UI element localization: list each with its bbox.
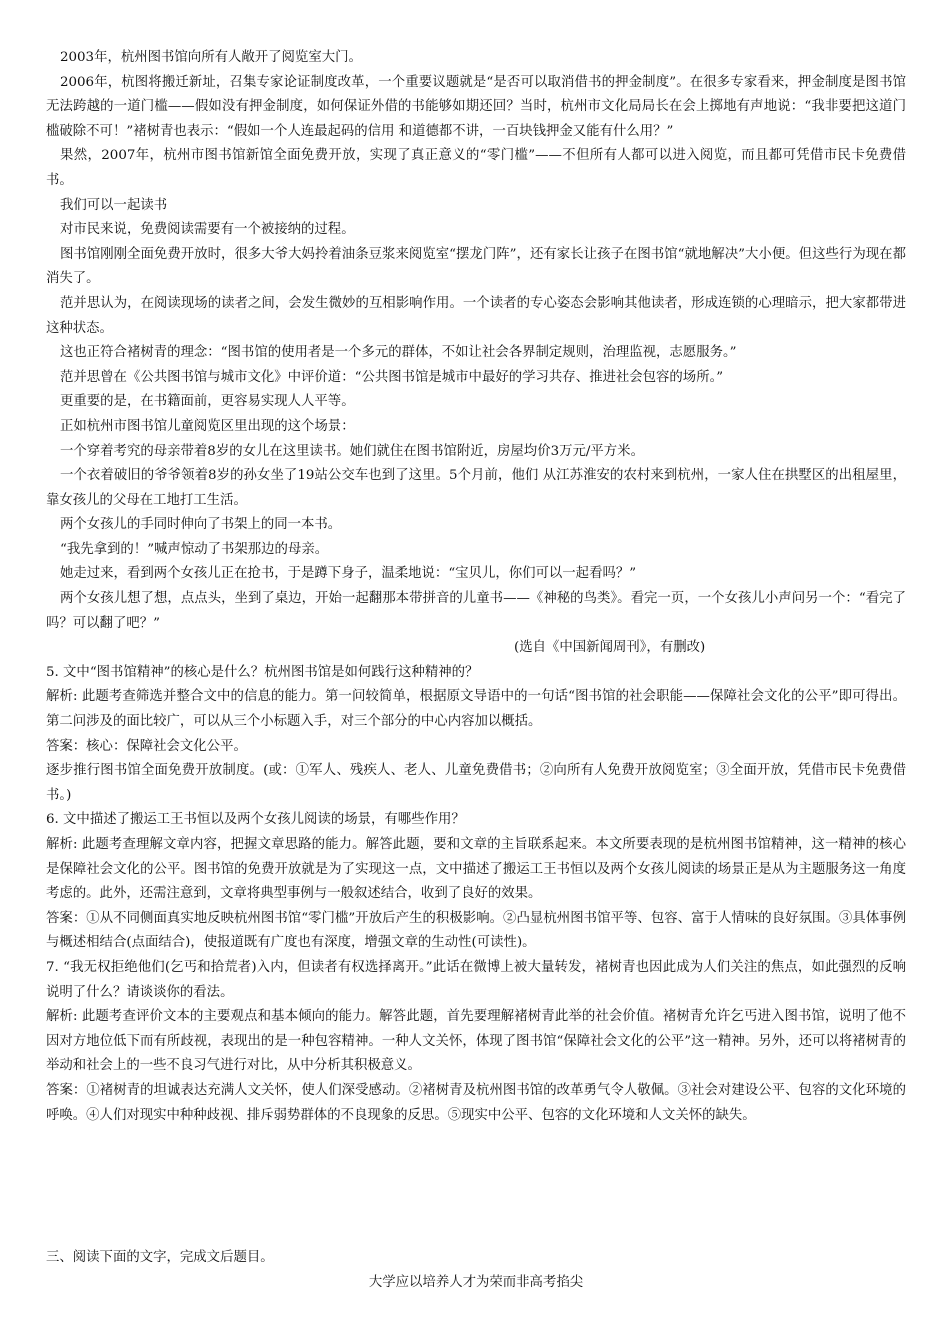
question-text: 5. 文中“图书馆精神”的核心是什么？杭州图书馆是如何践行这种精神的？	[46, 664, 479, 680]
article-subheading: 我们可以一起读书	[60, 197, 168, 213]
article-paragraph: 一个衣着破旧的爷爷领着8岁的孙女坐了19站公交车也到了这里。5个月前，他们 从江苏淮安的农村来到杭州，一家人住在拱墅区的出租屋里，靠女孩儿的父母在工地打工生活。	[46, 468, 906, 508]
question-analysis: 解析: 此题考查理解文章内容，把握文章思路的能力。解答此题，要和文章的主旨联系起来。本文所要表现的是杭州图书馆精神，这一精神的核心是保障社会文化的公平。图书馆的免费开放就是为了实现这一点，文中描述了搬运工王书恒以及两个女孩儿阅读的场景正是从为主题服务这一角度考虑的。此外，还需注意到，文章将典型事例与一般叙述结合，收到了良好的效果。	[46, 837, 906, 902]
section-three	[46, 1246, 906, 1295]
question-text: 6. 文中描述了搬运工王书恒以及两个女孩儿阅读的场景，有哪些作用？	[46, 812, 465, 828]
article-paragraph: “我先拿到的！”喊声惊动了书架那边的母亲。	[60, 541, 329, 557]
article	[46, 46, 906, 661]
question-analysis: 解析: 此题考查评价文本的主要观点和基本倾向的能力。解答此题，首先要理解褚树青此举的社会价值。褚树青允许乞丐进入图书馆，说明了他不因对方地位低下而有所歧视，表现出的是一种包容精神。一种人文关怀，体现了图书馆“保障社会文化的公平”这一精神。另外，还可以将褚树青的举动和社会上的一些不良习气进行对比，从中分析其积极意义。	[46, 1009, 906, 1074]
article-paragraph: 图书馆刚刚全面免费开放时，很多大爷大妈拎着油条豆浆来阅览室“摆龙门阵”，还有家长让孩子在图书馆“就地解决”大小便。但这些行为现在都消失了。	[46, 246, 906, 287]
article-paragraph: 2006年，杭图将搬迁新址，召集专家论证制度改革，一个重要议题就是“是否可以取消借书的押金制度”。在很多专家看来，押金制度是图书馆无法跨越的一道门槛——假如没有押金制度，如何保证外借的书能够如期还回？当时，杭州市文化局局长在会上掷地有声地说：“我非要把这道门槛破除不可！”褚树青也表示：“假如一个人连最起码的信用 和道德都不讲，一百块钱押金又能有什么用？”	[46, 74, 906, 139]
question-block	[46, 956, 906, 1128]
section-heading: 三、阅读下面的文字，完成文后题目。	[46, 1250, 274, 1266]
article-paragraph: 对市民来说，免费阅读需要有一个被接纳的过程。	[60, 222, 355, 238]
article-paragraph: 2003年，杭州图书馆向所有人敞开了阅览室大门。	[60, 50, 362, 65]
article-paragraph: 她走过来，看到两个女孩儿正在抢书，于是蹲下身子，温柔地说：“宝贝儿，你们可以一起看吗？”	[60, 566, 637, 582]
question-answer: 答案：①从不同侧面真实地反映杭州图书馆“零门槛”开放后产生的积极影响。②凸显杭州图书馆平等、包容、富于人情味的良好氛围。③具体事例与概述相结合(点面结合)，使报道既有广度也有深度，增强文章的生动性(可读性)。	[46, 910, 906, 951]
question-answer: 答案：核心：保障社会文化公平。	[46, 738, 247, 754]
question-block	[46, 808, 906, 956]
article-paragraph: 这也正符合褚树青的理念：“图书馆的使用者是一个多元的群体，不如让社会各界制定规则，治理监视，志愿服务。”	[60, 345, 737, 361]
question-analysis: 解析: 此题考查筛选并整合文中的信息的能力。第一问较简单，根据原文导语中的一句话“图书馆的社会职能——保障社会文化的公平”即可得出。第二问涉及的面比较广，可以从三个小标题入手，对三个部分的中心内容加以概括。	[46, 689, 906, 730]
article-paragraph: 一个穿着考究的母亲带着8岁的女儿在这里读书。她们就住在图书馆附近，房屋均价3万元/平方米。	[60, 443, 644, 459]
article-source: (选自《中国新闻周刊》，有删改)	[514, 640, 706, 656]
question-text: 7. “我无权拒绝他们(乞丐和拾荒者)入内，但读者有权选择离开。”此话在微博上被大量转发，褚树青也因此成为人们关注的焦点，如此强烈的反响说明了什么？请谈谈你的看法。	[46, 959, 906, 1000]
spacer	[46, 1128, 906, 1246]
article-paragraph: 正如杭州市图书馆儿童阅览区里出现的这个场景：	[60, 418, 355, 434]
question-answer-extra: 逐步推行图书馆全面免费开放制度。(或：①军人、残疾人、老人、儿童免费借书；②向所有人免费开放阅览室；③全面开放，凭借市民卡免费借书。)	[46, 763, 906, 803]
article-paragraph: 范并思曾在《公共图书馆与城市文化》中评价道：“公共图书馆是城市中最好的学习共存、推进社会包容的场所。”	[60, 369, 724, 385]
article-paragraph: 果然，2007年，杭州市图书馆新馆全面免费开放，实现了真正意义的“零门槛”——不但所有人都可以进入阅览，而且都可凭借市民卡免费借书。	[46, 148, 906, 188]
article-paragraph: 范并思认为，在阅读现场的读者之间，会发生微妙的互相影响作用。一个读者的专心姿态会影响其他读者，形成连锁的心理暗示，把大家都带进这种状态。	[46, 295, 906, 336]
article-paragraph: 两个女孩儿的手同时伸向了书架上的同一本书。	[60, 517, 342, 533]
article-paragraph: 两个女孩儿想了想，点点头，坐到了桌边，开始一起翻那本带拼音的儿童书——《神秘的鸟类》。看完一页，一个女孩儿小声问另一个：“看完了吗？可以翻了吧？”	[46, 591, 906, 631]
document-page	[46, 46, 906, 1295]
article-paragraph: 更重要的是，在书籍面前，更容易实现人人平等。	[60, 394, 355, 410]
section-title: 大学应以培养人才为荣而非高考掐尖	[368, 1274, 584, 1290]
question-block	[46, 661, 906, 809]
question-answer: 答案：①褚树青的坦诚表达充满人文关怀，使人们深受感动。②褚树青及杭州图书馆的改革勇气令人敬佩。③社会对建设公平、包容的文化环境的呼唤。④人们对现实中种种歧视、排斥弱势群体的不良现象的反思。⑤现实中公平、包容的文化环境和人文关怀的缺失。	[46, 1082, 906, 1123]
